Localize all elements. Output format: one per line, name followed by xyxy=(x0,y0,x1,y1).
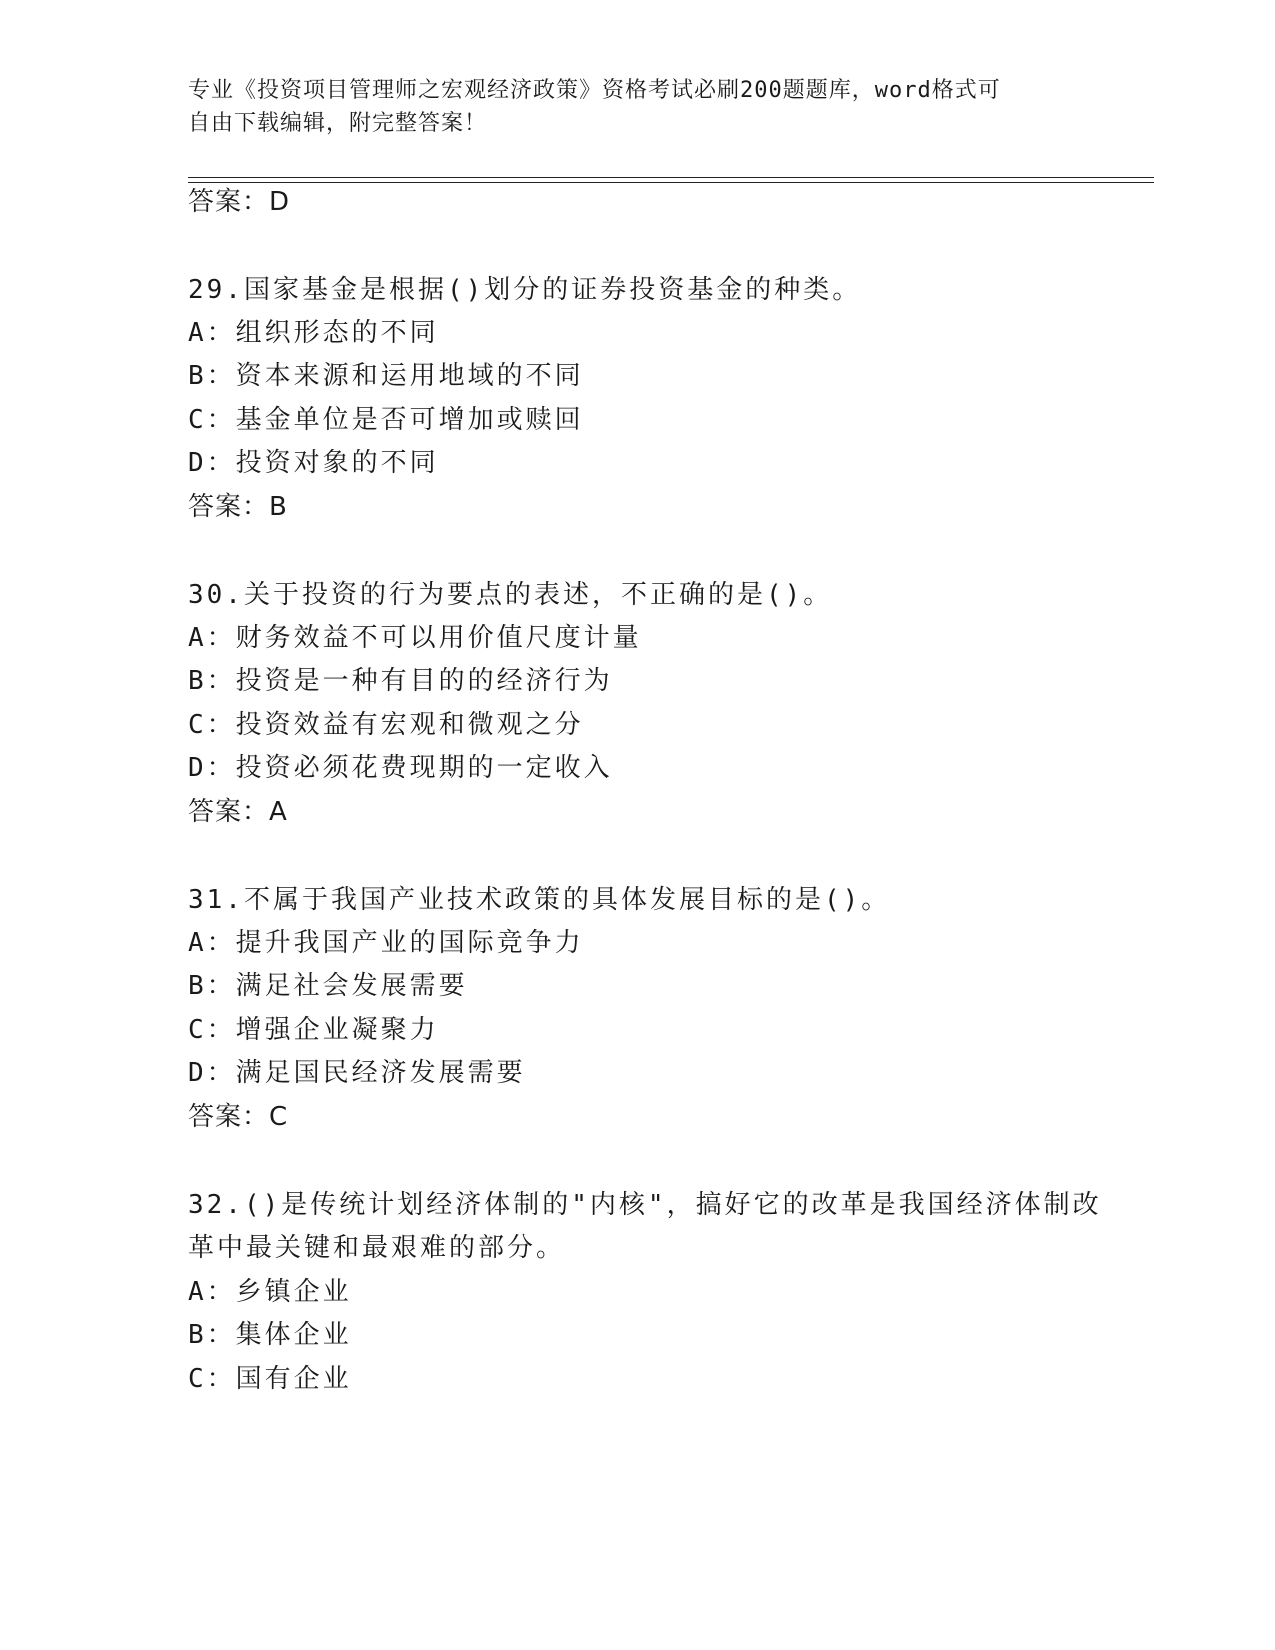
question-stem-continued: 革中最关键和最艰难的部分。 xyxy=(188,1233,566,1263)
option-a: A：财务效益不可以用价值尺度计量 xyxy=(188,623,642,653)
option-b: B：资本来源和运用地域的不同 xyxy=(188,361,584,391)
question-stem: 32.()是传统计划经济体制的"内核"，搞好它的改革是我国经济体制改 xyxy=(188,1190,1102,1220)
question-stem: 29.国家基金是根据()划分的证券投资基金的种类。 xyxy=(188,275,862,305)
question-stem: 30.关于投资的行为要点的表述，不正确的是()。 xyxy=(188,580,833,610)
option-b: B：满足社会发展需要 xyxy=(188,971,468,1001)
option-b: B：集体企业 xyxy=(188,1320,352,1350)
option-c: C：基金单位是否可增加或赎回 xyxy=(188,405,584,435)
header-line-1: 专业《投资项目管理师之宏观经济政策》资格考试必刷200题题库，word格式可 xyxy=(188,78,1001,103)
option-d: D：投资必须花费现期的一定收入 xyxy=(188,753,613,783)
option-c: C：增强企业凝聚力 xyxy=(188,1015,439,1045)
document-header xyxy=(188,74,1088,140)
option-c: C：投资效益有宏观和微观之分 xyxy=(188,710,584,740)
option-b: B：投资是一种有目的的经济行为 xyxy=(188,666,613,696)
option-a: A：提升我国产业的国际竞争力 xyxy=(188,928,584,958)
header-divider-top xyxy=(188,177,1154,178)
answer-line: 答案：B xyxy=(188,492,288,522)
option-d: D：满足国民经济发展需要 xyxy=(188,1058,526,1088)
header-divider-bottom xyxy=(188,182,1154,183)
option-d: D：投资对象的不同 xyxy=(188,448,439,478)
answer-line: 答案：C xyxy=(188,1102,289,1132)
header-line-2: 自由下载编辑，附完整答案！ xyxy=(188,111,488,136)
option-c: C：国有企业 xyxy=(188,1364,352,1394)
option-a: A：乡镇企业 xyxy=(188,1277,352,1307)
answer-line: 答案：D xyxy=(188,187,291,217)
option-a: A：组织形态的不同 xyxy=(188,318,439,348)
question-stem: 31.不属于我国产业技术政策的具体发展目标的是()。 xyxy=(188,885,891,915)
answer-line: 答案：A xyxy=(188,797,288,827)
